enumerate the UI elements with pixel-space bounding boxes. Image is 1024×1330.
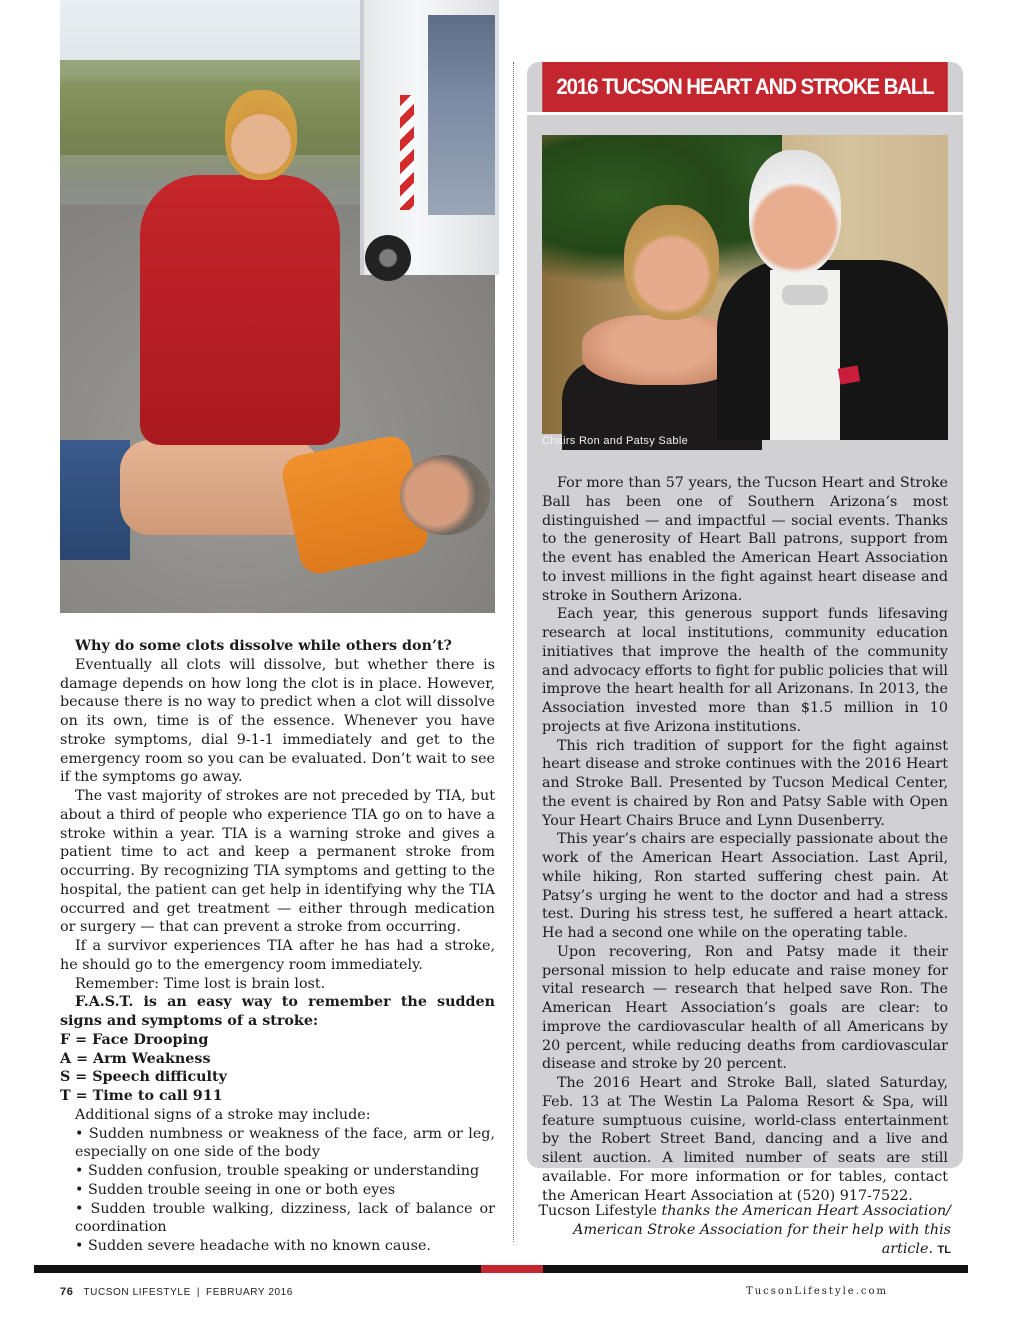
hedge: [60, 60, 360, 155]
woman-head: [624, 205, 719, 320]
heart-ball-sidebar: [527, 62, 963, 1204]
fast-item: S = Speech difficulty: [60, 1069, 227, 1086]
paragraph: Additional signs of a stroke may include:: [75, 1106, 371, 1123]
paragraph: Remember: Time lost is brain lost.: [75, 975, 326, 992]
end-mark: TL: [937, 1243, 951, 1256]
issue-date: FEBRUARY 2016: [206, 1286, 293, 1298]
footer-accent: [481, 1265, 543, 1273]
folio-separator: |: [196, 1286, 201, 1298]
column-divider: [513, 62, 514, 1242]
man-head: [749, 150, 841, 275]
fast-item: F = Face Drooping: [60, 1031, 209, 1048]
paramedic-head: [225, 90, 297, 180]
ambulance-interior: [428, 15, 495, 215]
paragraph: This year’s chairs are especially passionate about the work of the American Heart Association. Last April, while hiking, Ron started suffering chest pain. At Patsy’s urging he went to the doctor and had a stress test. During his stress test, he suffered a heart attack. He had a second one while on the operating table.: [542, 831, 948, 941]
paramedic-body: [140, 175, 340, 445]
cpr-photo: [60, 0, 495, 613]
paragraph: The vast majority of strokes are not preceded by TIA, but about a third of people who experience TIA go on to have a stroke within a year. TIA is a warning stroke and gives a patient time to act and keep a permanent stroke from occurring. By recognizing TIA symptoms and getting to the hospital, the patient can get help in identifying why the TIA occurred and get treatment — either through medication or surgery — that can prevent a stroke from occurring.: [60, 788, 495, 936]
bullet-item: • Sudden trouble seeing in one or both eyes: [75, 1181, 396, 1198]
folio: [60, 1286, 293, 1298]
ambulance-wheel: [365, 235, 411, 281]
bullet-item: • Sudden trouble walking, dizziness, lack of balance or coordination: [75, 1200, 495, 1236]
paragraph: Upon recovering, Ron and Patsy made it their personal mission to help educate and raise money for vital research — research that helped save Ron. The American Heart Association’s goals are clear: to improve the cardiovascular health of all Americans by 20 percent, while reducing deaths from cardiovascular disease and stroke by 20 percent.: [542, 943, 948, 1073]
paragraph: This rich tradition of support for the fight against heart disease and stroke continues with the 2016 Heart and Stroke Ball. Presented by Tucson Medical Center, the event is chaired by Ron and Patsy Sable with Open Your Heart Chairs Bruce and Lynn Dusenberry.: [542, 737, 948, 829]
fast-item: T = Time to call 911: [60, 1088, 223, 1104]
ambulance-stripe: [400, 95, 414, 210]
paragraph: The 2016 Heart and Stroke Ball, slated Saturday, Feb. 13 at The Westin La Paloma Resort & Spa, will feature sumptuous cuisine, world-class entertainment by the Robert Street Band, dancing and a live and silent auction. A limited number of seats are still available. For more information or for tables, contact the American Heart Association at (520) 917-7522.: [542, 1075, 948, 1204]
page-number: 76: [60, 1286, 74, 1298]
patient-head: [400, 455, 490, 535]
bullet-item: • Sudden severe headache with no known cause.: [75, 1238, 431, 1254]
website: TucsonLifestyle.com: [746, 1286, 888, 1297]
article-column-left: [60, 637, 495, 1256]
magazine-name: TUCSON LIFESTYLE: [83, 1286, 191, 1298]
paragraph: Each year, this generous support funds lifesaving research at local institutions, community education initiatives that improve the health of the community and advocacy efforts to fight for public policies that will improve the heart health for all Arizonans. In 2013, the Association invested more than $1.5 million in 10 projects at five Arizona institutions.: [542, 606, 948, 735]
sidebar-body: [542, 474, 948, 1205]
credit-text: thanks the American Heart Association/ American Stroke Association for their help with this article.: [573, 1203, 951, 1257]
photo-caption: Chairs Ron and Patsy Sable: [542, 435, 688, 447]
fast-intro: F.A.S.T. is an easy way to remember the sudden signs and symptoms of a stroke:: [60, 994, 495, 1029]
fast-item: A = Arm Weakness: [60, 1050, 211, 1067]
paragraph: For more than 57 years, the Tucson Heart and Stroke Ball has been one of Southern Arizona’s most distinguished — and impactful — social events. Thanks to the generosity of Heart Ball patrons, support from the event has enabled the American Heart Association to invest millions in the fight against heart disease and stroke in Southern Arizona.: [542, 475, 948, 604]
bullet-item: • Sudden confusion, trouble speaking or understanding: [75, 1163, 480, 1179]
chairs-photo: [542, 135, 948, 434]
article-credit: [527, 1202, 951, 1259]
sidebar-title: 2016 TUCSON HEART AND STROKE BALL: [542, 62, 947, 112]
paragraph: Eventually all clots will dissolve, but whether there is damage depends on how long the clot is in place. However, because there is no way to predict when a clot will dissolve on its own, time is of the essence. Whenever you have stroke symptoms, dial 9-1-1 immediately and get to the emergency room so you can be evaluated. Don’t wait to see if the symptoms go away.: [60, 656, 495, 786]
man-bowtie: [782, 285, 828, 305]
bullet-item: • Sudden numbness or weakness of the face, arm or leg, especially on one side of the body: [75, 1125, 495, 1161]
sidebar-rule: [527, 112, 963, 115]
section-heading: Why do some clots dissolve while others don’t?: [75, 638, 452, 654]
credit-lead: Tucson Lifestyle: [538, 1203, 657, 1219]
paragraph: If a survivor experiences TIA after he has had a stroke, he should go to the emergency room immediately.: [60, 938, 495, 973]
man-pocket-square: [838, 365, 860, 384]
